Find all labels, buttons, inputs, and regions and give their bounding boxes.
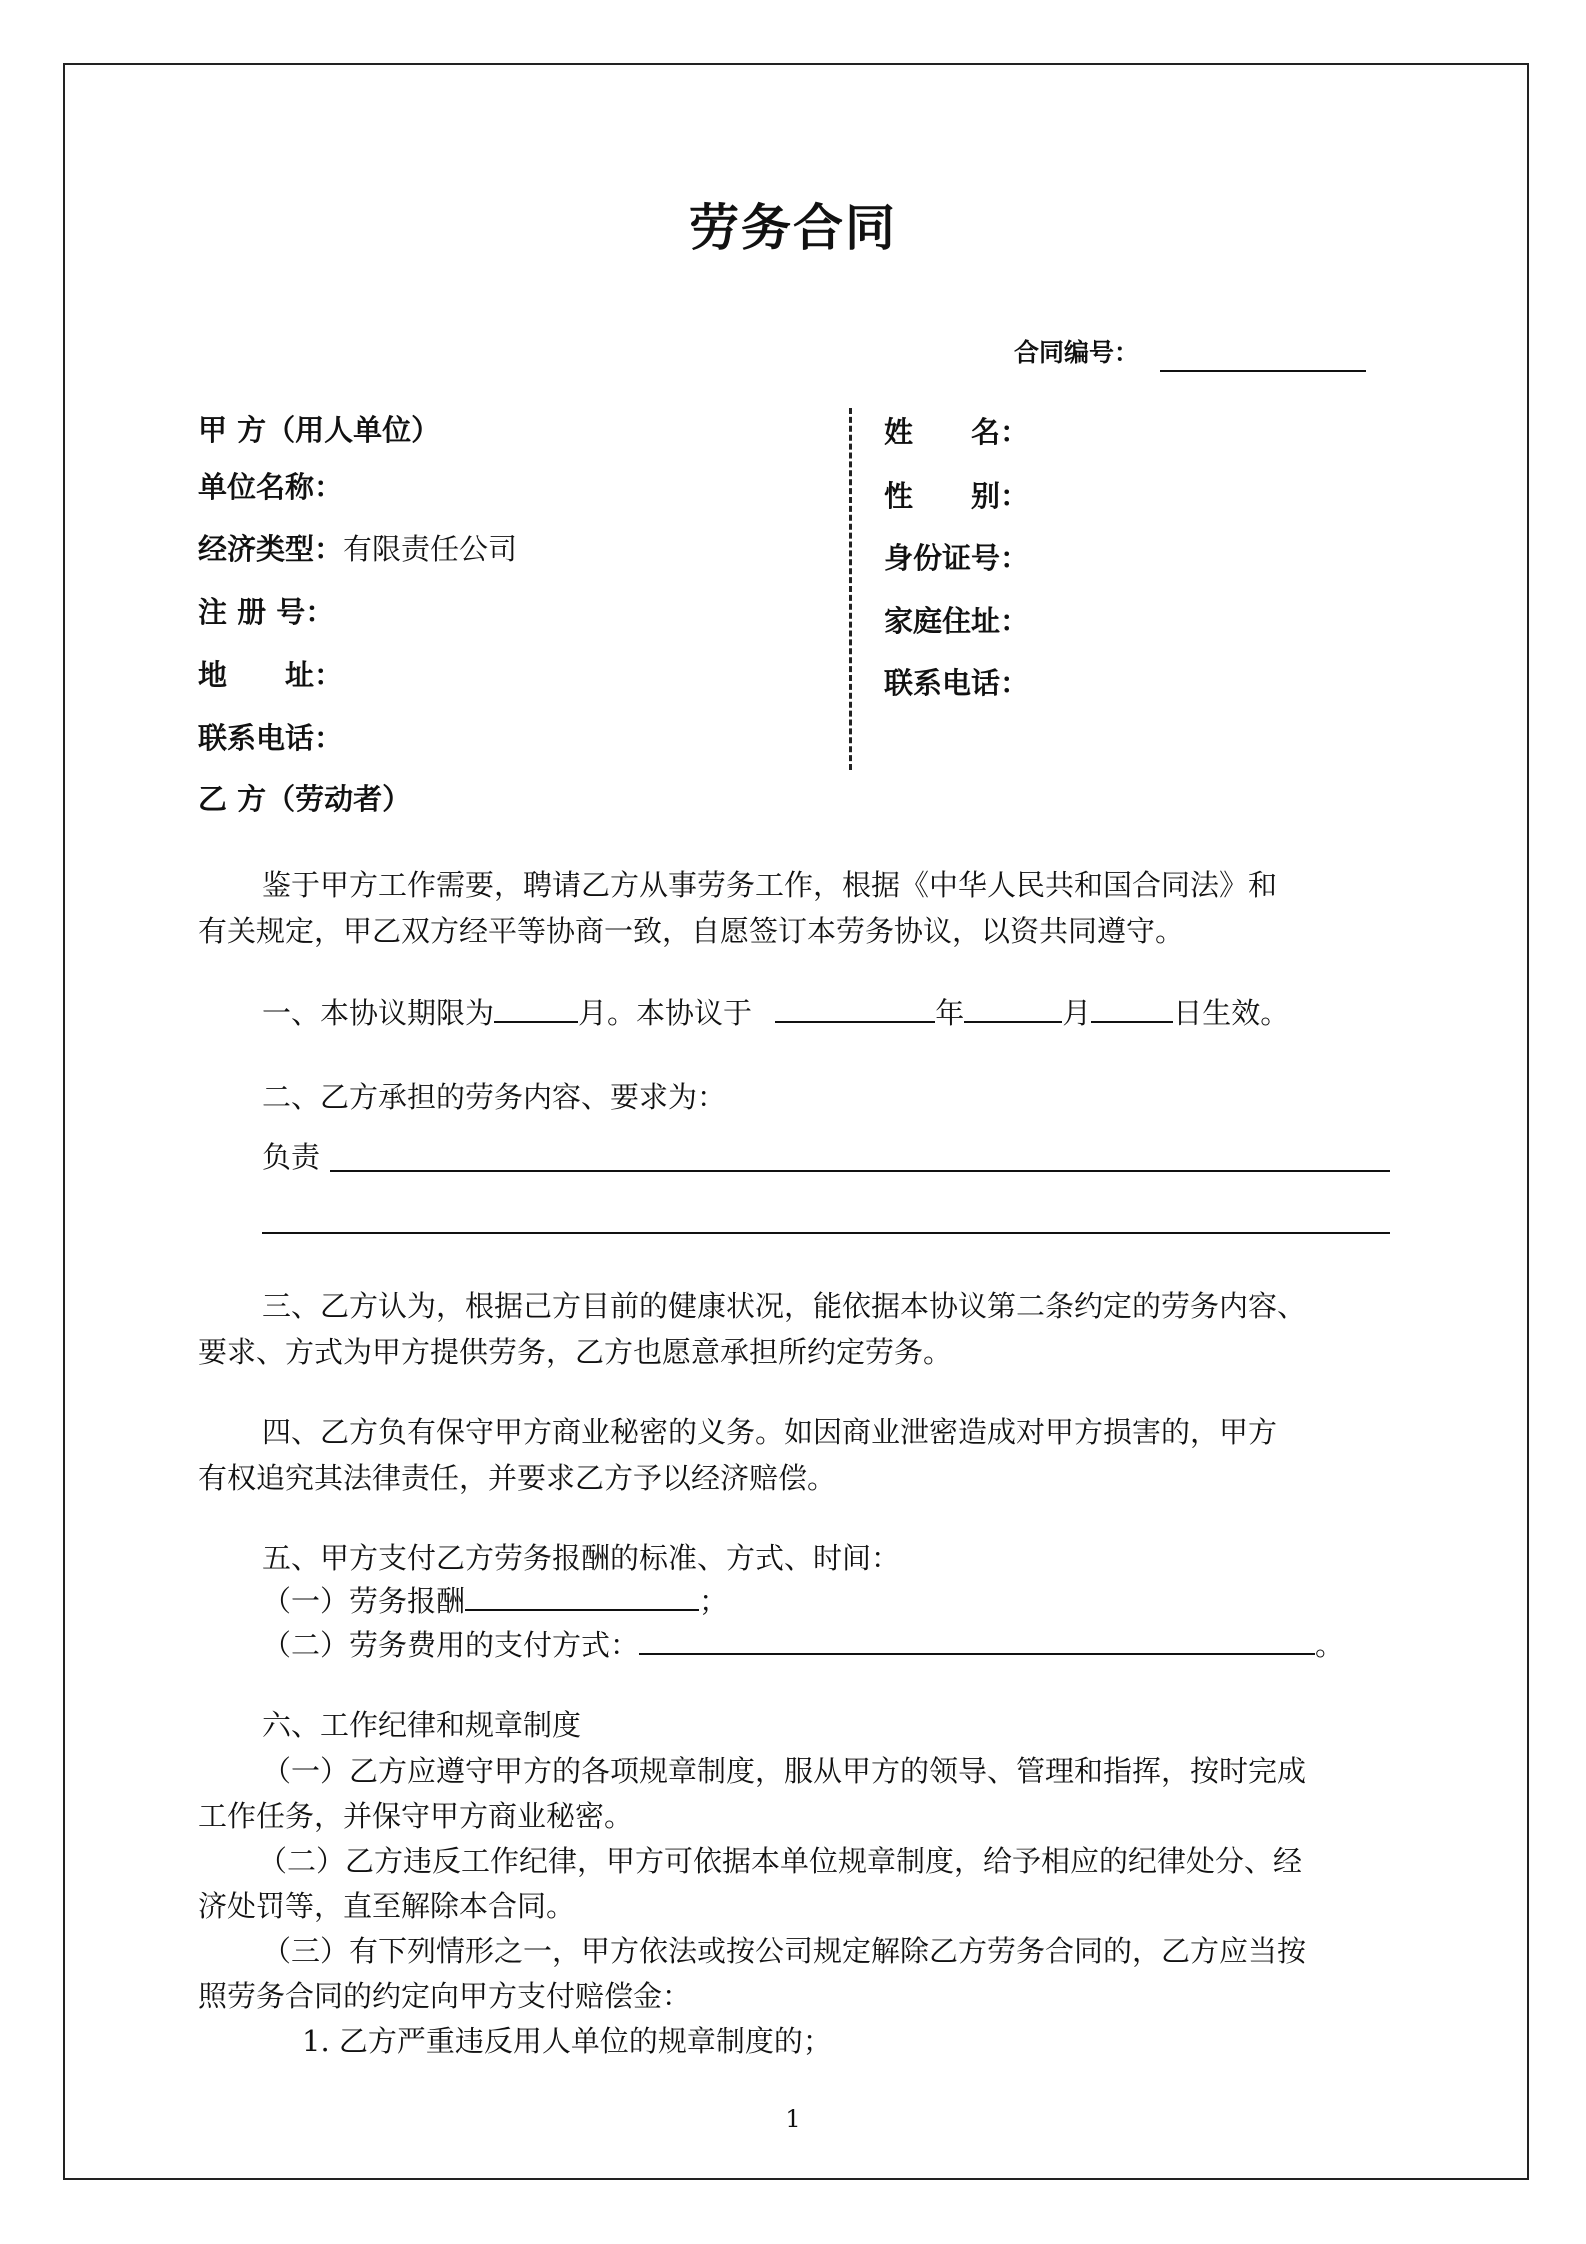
remuneration-field[interactable] (465, 1579, 699, 1611)
economic-type-value: 有限责任公司 (343, 532, 518, 566)
id-number-label: 身份证号： (884, 541, 1030, 575)
party-divider (849, 408, 852, 770)
unit-name-label: 单位名称： (198, 470, 344, 504)
term-months-field[interactable] (494, 991, 578, 1023)
document-title: 劳务合同 (689, 199, 897, 257)
clause-5-item-1: （一）劳务报酬 ； (262, 1578, 728, 1624)
clause-6-item-3-line-2: 照劳务合同的约定向甲方支付赔偿金： (198, 1979, 692, 2013)
duty-line-1[interactable] (330, 1170, 1390, 1172)
clause-4-line-1: 四、乙方负有保守甲方商业秘密的义务。如因商业泄密造成对甲方损害的，甲方 (262, 1415, 1278, 1449)
contract-number-field[interactable] (1160, 370, 1366, 372)
clause-6-sub-item-1: 1. 乙方严重违反用人单位的规章制度的； (302, 2024, 832, 2058)
clause-5-heading: 五、甲方支付乙方劳务报酬的标准、方式、时间： (262, 1541, 901, 1575)
registration-number-label: 注 册 号： (198, 595, 335, 629)
party-b-heading: 乙 方（劳动者） (198, 782, 412, 816)
clause-3-line-2: 要求、方式为甲方提供劳务，乙方也愿意承担所约定劳务。 (198, 1335, 953, 1369)
party-a-heading: 甲 方（用人单位） (198, 413, 441, 447)
clause-6-item-1-line-2: 工作任务，并保守甲方商业秘密。 (198, 1799, 634, 1833)
gender-label: 性 别： (884, 479, 1030, 513)
contract-number-label: 合同编号： (1014, 338, 1140, 367)
clause-4-line-2: 有权追究其法律责任，并要求乙方予以经济赔偿。 (198, 1461, 837, 1495)
start-month-field[interactable] (964, 991, 1062, 1023)
page-number: 1 (785, 2105, 801, 2133)
clause-5-item-2: （二）劳务费用的支付方式： 。 (262, 1622, 1344, 1668)
home-address-label: 家庭住址： (884, 604, 1030, 638)
economic-type-label: 经济类型： (198, 532, 344, 566)
start-day-field[interactable] (1091, 991, 1173, 1023)
party-a-phone-label: 联系电话： (198, 721, 344, 755)
party-a-address-label: 地 址： (198, 658, 344, 692)
clause-6-item-2-line-2: 济处罚等，直至解除本合同。 (198, 1889, 576, 1923)
preamble-line-2: 有关规定，甲乙双方经平等协商一致，自愿签订本劳务协议，以资共同遵守。 (198, 914, 1185, 948)
party-b-phone-label: 联系电话： (884, 666, 1030, 700)
name-label: 姓 名： (884, 415, 1030, 449)
start-year-field[interactable] (775, 991, 935, 1023)
payment-method-field[interactable] (639, 1623, 1315, 1655)
clause-2-heading: 二、乙方承担的劳务内容、要求为： (262, 1080, 727, 1114)
clause-6-item-3-line-1: （三）有下列情形之一，甲方依法或按公司规定解除乙方劳务合同的，乙方应当按 (262, 1934, 1307, 1968)
preamble-line-1: 鉴于甲方工作需要，聘请乙方从事劳务工作，根据《中华人民共和国合同法》和 (262, 868, 1278, 902)
clause-6-item-1-line-1: （一）乙方应遵守甲方的各项规章制度，服从甲方的领导、管理和指挥，按时完成 (262, 1754, 1307, 1788)
clause-6-heading: 六、工作纪律和规章制度 (262, 1708, 582, 1742)
clause-3-line-1: 三、乙方认为，根据己方目前的健康状况，能依据本协议第二条约定的劳务内容、 (262, 1289, 1307, 1323)
economic-type-row (198, 527, 517, 568)
clause-6-item-2-line-1: （二）乙方违反工作纪律，甲方可依据本单位规章制度，给予相应的纪律处分、经 (258, 1844, 1303, 1878)
duty-line-2[interactable] (262, 1232, 1390, 1234)
clause-2-prefix: 负责 (262, 1140, 321, 1174)
clause-1: 一、本协议期限为 月。本协议于 年 月 日生效。 (262, 990, 1289, 1036)
